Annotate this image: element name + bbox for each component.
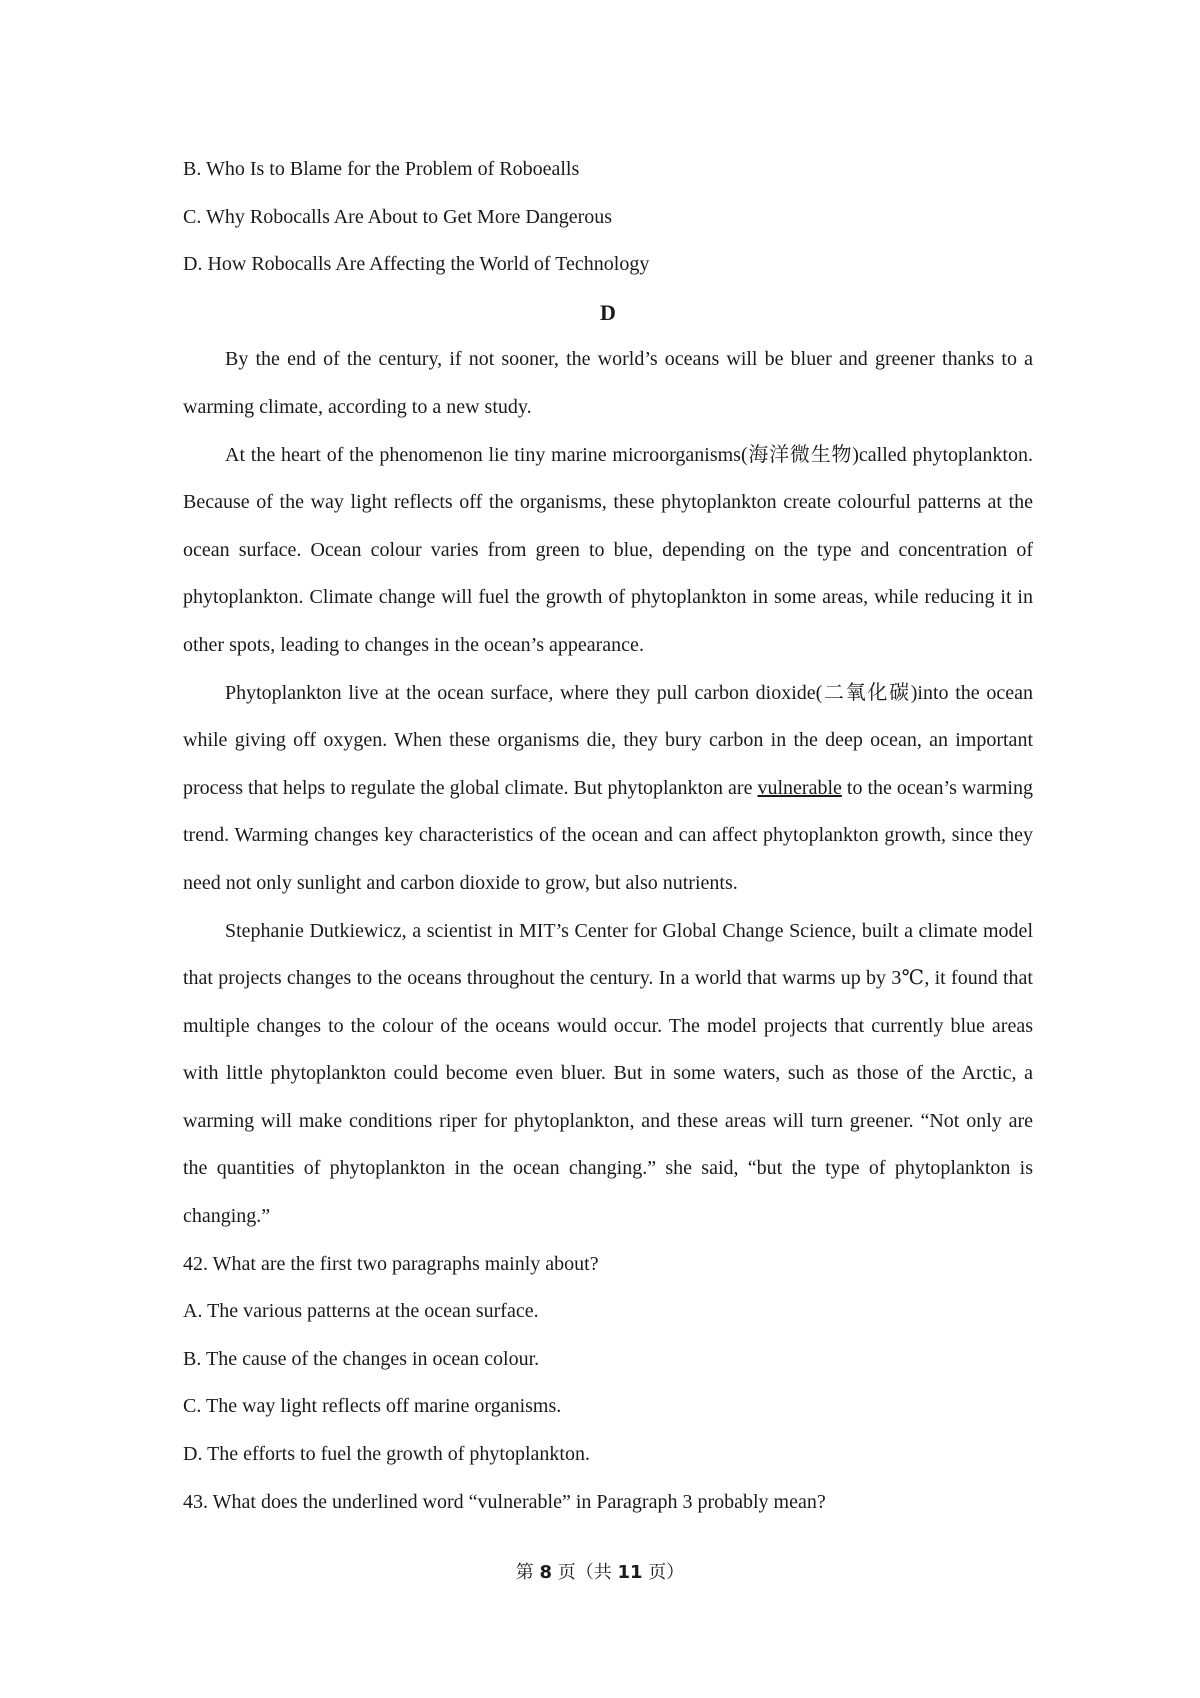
page-footer — [0, 1558, 1200, 1584]
paragraph-4: Stephanie Dutkiewicz, a scientist in MIT’s Center for Global Change Science, built a climate model that projects changes to the oceans throughout the century. In a world that warms up by 3℃, it found that multiple changes to the colour of the oceans would occur. The model projects that currently blue areas with little phytoplankton could become even bluer. But in some waters, such as those of the Arctic, a warming will make conditions riper for phytoplankton, and these areas will turn greener. “Not only are the quantities of phytoplankton in the ocean changing.” she said, “but the type of phytoplankton is changing.” — [183, 919, 1033, 1228]
question-42: 42. What are the first two paragraphs mainly about? — [183, 1252, 599, 1275]
paragraph-1: By the end of the century, if not sooner, the world’s oceans will be bluer and greener thanks to a warming climate, according to a new study. — [183, 348, 1033, 418]
footer-middle: 页（共 — [557, 1562, 612, 1583]
paragraph-2: At the heart of the phenomenon lie tiny marine microorganisms(海洋微生物)called phytoplankton. Because of the way light reflects off the organisms, these phytoplankton create colourful patterns at the ocean surface. Ocean colour varies from green to blue, depending on the type and concentration of phytoplankton. Climate change will fuel the growth of phytoplankton in some areas, while reducing it in other spots, leading to changes in the ocean’s appearance. — [183, 443, 1033, 656]
underlined-word: vulnerable — [757, 776, 842, 799]
footer-page-number: 8 — [539, 1562, 552, 1583]
option-b-prev: B. Who Is to Blame for the Problem of Roboealls — [183, 158, 580, 180]
question-43: 43. What does the underlined word “vulnerable” in Paragraph 3 probably mean? — [183, 1490, 826, 1513]
option-d-prev: D. How Robocalls Are Affecting the World of Technology — [183, 253, 650, 276]
paragraph-3-after: to the ocean’s warming trend. Warming changes key characteristics of the ocean and can affect phytoplankton growth, since they need not only sunlight and carbon dioxide to grow, but also nutrients. — [183, 776, 1033, 894]
paragraph-3-before: Phytoplankton live at the ocean surface, where they pull carbon dioxide(二氧化碳)into the ocean while giving off oxygen. When these organisms die, they bury carbon in the deep ocean, an important process that helps to regulate the global climate. But phytoplankton are — [183, 681, 1033, 799]
q42-option-b: B. The cause of the changes in ocean colour. — [183, 1347, 540, 1370]
footer-prefix: 第 — [515, 1562, 534, 1583]
option-c-prev: C. Why Robocalls Are About to Get More Dangerous — [183, 205, 613, 228]
footer-total-pages: 11 — [617, 1562, 643, 1583]
q42-option-c: C. The way light reflects off marine organisms. — [183, 1395, 562, 1418]
q42-option-a: A. The various patterns at the ocean surface. — [183, 1300, 539, 1323]
document-page — [183, 146, 1033, 1526]
section-title: D — [600, 299, 616, 325]
paragraph-3 — [183, 670, 1033, 908]
q42-option-d: D. The efforts to fuel the growth of phytoplankton. — [183, 1443, 590, 1466]
footer-suffix: 页） — [648, 1562, 685, 1583]
